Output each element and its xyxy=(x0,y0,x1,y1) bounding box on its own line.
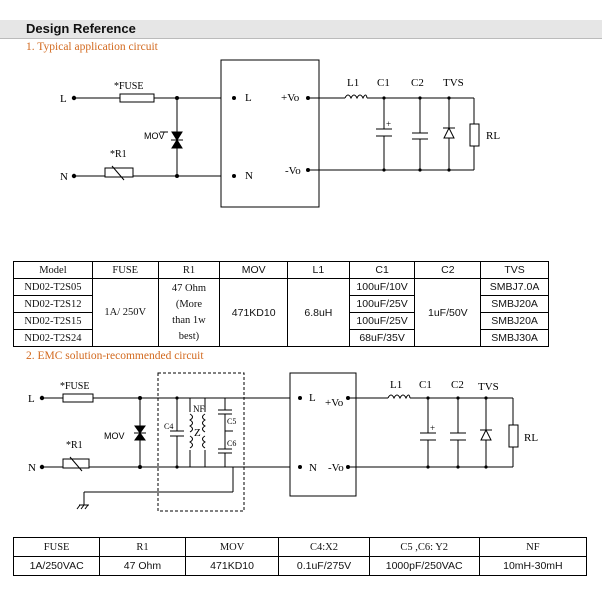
c2-label-L: L xyxy=(28,393,35,405)
c2-in-L: L xyxy=(309,392,316,404)
t2-header: MOV xyxy=(185,538,279,557)
t1-tvs: SMBJ20A xyxy=(481,296,549,313)
t1-tvs: SMBJ30A xyxy=(481,330,549,347)
c2-c6-label: C6 xyxy=(227,439,237,448)
t1-header: Model xyxy=(14,262,93,279)
c1-label-L: L xyxy=(60,93,67,105)
t1-l1: 6.8uH xyxy=(288,279,350,347)
t2-header: NF xyxy=(479,538,586,557)
t2-value: 1A/250VAC xyxy=(14,557,100,576)
c2-nf-label: NF xyxy=(193,404,205,414)
t1-header: TVS xyxy=(481,262,549,279)
c1-in-N: N xyxy=(245,170,253,182)
t1-r1-line: 47 Ohm xyxy=(171,282,207,294)
t2-header: R1 xyxy=(100,538,185,557)
t1-c1: 68uF/35V xyxy=(349,330,415,347)
t1-c1: 100uF/25V xyxy=(349,313,415,330)
c1-c1: C1 xyxy=(377,77,390,89)
c2-z-label: Z xyxy=(194,427,201,439)
c2-mov-label: MOV xyxy=(104,431,125,441)
t1-tvs: SMBJ7.0A xyxy=(481,279,549,296)
c1-c2: C2 xyxy=(411,77,424,89)
c2-r1-label: *R1 xyxy=(66,440,83,451)
c1-mov-label: MOV xyxy=(144,131,165,141)
t1-mov: 471KD10 xyxy=(220,279,288,347)
t1-c2: 1uF/50V xyxy=(415,279,481,347)
t1-model: ND02-T2S12 xyxy=(14,296,93,313)
t1-model: ND02-T2S24 xyxy=(14,330,93,347)
t2-header: FUSE xyxy=(14,538,100,557)
t1-fuse: 1A/ 250V xyxy=(92,279,158,347)
t2-value: 471KD10 xyxy=(185,557,279,576)
c1-fuse-label: *FUSE xyxy=(114,81,144,92)
t2-value: 10mH-30mH xyxy=(479,557,586,576)
c1-plus: + xyxy=(386,119,392,129)
c2-tvs: TVS xyxy=(478,381,499,393)
c2-l1: L1 xyxy=(390,379,403,391)
c2-c1: C1 xyxy=(419,379,432,391)
t1-r1-line: best) xyxy=(178,330,200,342)
c2-plus: + xyxy=(430,423,436,433)
c1-tvs: TVS xyxy=(443,77,464,89)
t2-value: 47 Ohm xyxy=(100,557,185,576)
t1-tvs: SMBJ20A xyxy=(481,313,549,330)
c1-label-N: N xyxy=(60,171,68,183)
c2-c2: C2 xyxy=(451,379,464,391)
header-title: Design Reference xyxy=(26,21,136,36)
t1-model: ND02-T2S15 xyxy=(14,313,93,330)
c2-fuse-label: *FUSE xyxy=(60,381,90,392)
t2-value: 1000pF/250VAC xyxy=(369,557,479,576)
component-table-2 xyxy=(13,537,587,576)
t1-header: R1 xyxy=(158,262,220,279)
t2-header: C5 ,C6: Y2 xyxy=(369,538,479,557)
c1-in-L: L xyxy=(245,92,252,104)
t1-r1-line: than 1w xyxy=(172,314,206,326)
t2-value: 0.1uF/275V xyxy=(279,557,369,576)
c2-in-N: N xyxy=(309,462,317,474)
c1-r1-label: *R1 xyxy=(110,149,127,160)
c2-c4-label: C4 xyxy=(164,422,174,431)
c2-rl: RL xyxy=(524,432,539,444)
t1-header: C2 xyxy=(415,262,481,279)
c1-l1: L1 xyxy=(347,77,360,89)
t2-header: C4:X2 xyxy=(279,538,369,557)
t1-model: ND02-T2S05 xyxy=(14,279,93,296)
t1-r1-line: (More xyxy=(175,298,203,310)
c2-c5-label: C5 xyxy=(227,417,237,426)
t1-header: FUSE xyxy=(92,262,158,279)
c2-vminus: -Vo xyxy=(328,462,344,474)
c1-vplus: +Vo xyxy=(281,92,300,104)
t1-header: C1 xyxy=(349,262,415,279)
c2-label-N: N xyxy=(28,462,36,474)
t1-c1: 100uF/25V xyxy=(349,296,415,313)
t1-header: MOV xyxy=(220,262,288,279)
c2-vplus: +Vo xyxy=(325,397,344,409)
t1-header: L1 xyxy=(288,262,350,279)
c1-rl: RL xyxy=(486,130,501,142)
section-2-title: 2. EMC solution-recommended circuit xyxy=(26,350,204,362)
c1-vminus: -Vo xyxy=(285,165,301,177)
section-1-title: 1. Typical application circuit xyxy=(26,41,158,53)
t1-c1: 100uF/10V xyxy=(349,279,415,296)
